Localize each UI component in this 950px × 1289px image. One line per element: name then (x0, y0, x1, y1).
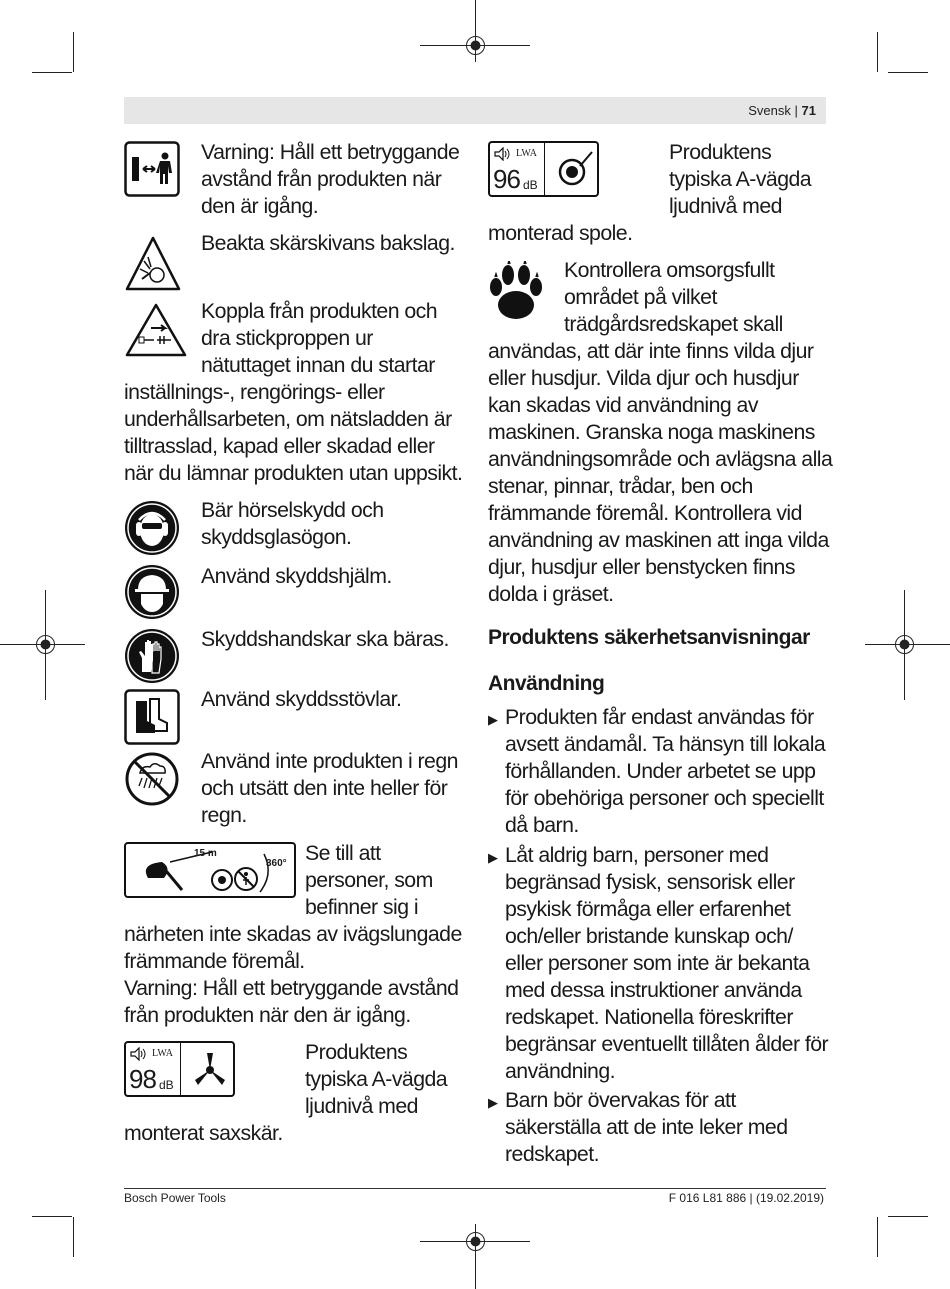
lwa-label: LWA (516, 148, 537, 159)
text-line: ljudnivå med (305, 1094, 418, 1118)
text-line: då barn. (505, 813, 579, 837)
subsection-title: Användning (488, 672, 605, 695)
text-line: när du lämnar produkten utan uppsikt. (124, 461, 463, 485)
registration-mark-icon (894, 634, 915, 655)
safety-range-icon (124, 842, 296, 898)
text-line: användning av maskinen att inga vilda (488, 528, 829, 552)
text-line: redskapet. Nationella föreskrifter (505, 1005, 793, 1029)
crop-mark (73, 32, 74, 72)
text-line: stenar, pinnar, trådar, ben och (488, 474, 753, 498)
text-line: nätuttaget innan du startar (201, 353, 435, 377)
text-line: främmande föremål. Kontrollera vid (488, 501, 802, 525)
sound-blade-text-head (305, 1039, 447, 1120)
text-line: Låt aldrig barn, personer med (505, 843, 769, 867)
header-separator: | (794, 103, 798, 118)
gloves-text: Skyddshandskar ska bäras. (201, 627, 449, 651)
sound-unit: dB (523, 178, 538, 192)
helmet-icon (124, 564, 180, 620)
text-line: trädgårdsredskapet skall (564, 312, 783, 336)
sound-level-blade-icon (124, 1041, 235, 1097)
text-line: och/eller bristande kunskap och/ (505, 924, 793, 948)
text-line: begränsar eventuellt tillåten ålder för (505, 1032, 829, 1056)
range-distance-label: 15 m (194, 848, 217, 859)
ear-eye-protection-icon (124, 500, 180, 556)
range-angle-label: 360° (266, 858, 287, 869)
unplug-warning-icon (124, 302, 188, 358)
boots-icon (124, 689, 180, 745)
rain-text (201, 748, 458, 829)
bullet-item (505, 842, 828, 1085)
text-line: begränsad fysisk, sensorisk eller (505, 870, 795, 894)
text-line: Produkten får endast användas för (505, 705, 814, 729)
text-line: Varning: Håll ett betryggande avstånd (124, 976, 459, 1000)
bullet-arrow-icon: ▶ (488, 712, 498, 727)
sound-level-spool-icon (488, 141, 599, 197)
lwa-label: LWA (152, 1048, 173, 1059)
crop-mark (888, 1216, 928, 1217)
animals-text-head (564, 257, 783, 338)
text-line: med dessa instruktioner använda (505, 978, 802, 1002)
text-line: Bär hörselskydd och (201, 498, 384, 522)
unplug-text-head (201, 298, 437, 379)
text-line: Produktens (669, 140, 772, 164)
ear-eye-text (201, 497, 384, 551)
text-line: avsett ändamål. Ta hänsyn till lokala (505, 732, 826, 756)
footer-doc-id: F 016 L81 886 | (19.02.2019) (668, 1191, 824, 1205)
text-line: dra stickproppen ur (201, 326, 373, 350)
page-number: 71 (801, 103, 816, 118)
text-line: befinner sig i (305, 895, 419, 919)
crop-mark (877, 1217, 878, 1257)
bullet-arrow-icon: ▶ (488, 1095, 498, 1110)
text-line: Se till att (305, 841, 381, 865)
no-rain-icon (124, 751, 180, 807)
text-line: för obehöriga personer och speciellt (505, 786, 824, 810)
sound-blade-text-tail: monterat saxskär. (124, 1121, 283, 1145)
sound-spool-text-head (669, 139, 811, 220)
crop-mark (32, 72, 72, 73)
text-line: Barn bör övervakas för att (505, 1088, 736, 1112)
footer-rule (124, 1188, 826, 1189)
text-line: Varning: Håll ett betryggande (201, 140, 460, 164)
unplug-text-body (124, 379, 462, 487)
crop-mark (877, 32, 878, 72)
text-line: från produkten när den är igång. (124, 1003, 411, 1027)
text-line: området på vilket (564, 285, 717, 309)
crop-mark (32, 1216, 72, 1217)
text-line: djur, husdjur eller benstycken finns (488, 555, 795, 579)
header-language: Svensk (748, 103, 791, 118)
helmet-text: Använd skyddshjälm. (201, 564, 392, 588)
text-line: närheten inte skadas av ivägslungade (124, 922, 462, 946)
text-line: Koppla från produkten och (201, 299, 438, 323)
text-line: Produktens (305, 1040, 408, 1064)
text-line: underhållsarbeten, om nätsladden är (124, 407, 452, 431)
text-line: typiska A-vägda (669, 167, 812, 191)
crop-mark (888, 72, 928, 73)
text-line: användas, att där inte finns vilda djur (488, 339, 814, 363)
crop-mark (73, 1217, 74, 1257)
text-line: Använd inte produkten i regn (201, 749, 458, 773)
range-text-body (124, 921, 462, 1029)
text-line: eller personer som inte är bekanta (505, 951, 810, 975)
bullet-item (505, 1087, 788, 1168)
text-line: psykisk förmåga eller erfarenhet (505, 897, 791, 921)
paw-print-icon (488, 261, 544, 323)
text-line: Kontrollera omsorgsfullt (564, 258, 775, 282)
text-line: förhållanden. Under arbetet se upp (505, 759, 816, 783)
text-line: den är igång. (201, 194, 319, 218)
text-line: avstånd från produkten när (201, 167, 442, 191)
section-title: Produktens säkerhetsanvisningar (488, 626, 810, 649)
animals-text-body (488, 338, 832, 608)
text-line: kan skadas vid användning av (488, 393, 758, 417)
bullet-item (505, 704, 825, 839)
registration-mark-icon (35, 634, 56, 655)
warning-distance-text (201, 139, 459, 220)
text-line: främmande föremål. (124, 949, 305, 973)
text-line: användningsområde och avlägsna alla (488, 447, 833, 471)
sound-value: 96 (493, 164, 520, 194)
kickback-warning-icon (124, 235, 182, 293)
text-line: och utsätt den inte heller för (201, 776, 448, 800)
text-line: typiska A-vägda (305, 1067, 448, 1091)
gloves-icon (124, 628, 180, 684)
keep-distance-icon (124, 141, 180, 197)
text-line: skyddsglasögon. (201, 525, 352, 549)
text-line: inställnings-, rengörings- eller (124, 380, 385, 404)
sound-unit: dB (159, 1078, 174, 1092)
registration-mark-icon (465, 35, 486, 56)
kickback-text: Beakta skärskivans bakslag. (201, 231, 455, 255)
text-line: personer, som (305, 868, 433, 892)
registration-mark-icon (465, 1231, 486, 1252)
text-line: maskinen. Granska noga maskinens (488, 420, 815, 444)
text-line: tilltrasslad, kapad eller skadad eller (124, 434, 435, 458)
page-header (748, 103, 816, 118)
range-text-head (305, 840, 433, 921)
sound-spool-text-tail: monterad spole. (488, 221, 633, 245)
text-line: eller husdjur. Vilda djur och husdjur (488, 366, 799, 390)
header-bar (124, 97, 826, 124)
footer-publisher: Bosch Power Tools (124, 1191, 226, 1205)
text-line: säkerställa att de inte leker med (505, 1115, 788, 1139)
sound-value: 98 (129, 1064, 156, 1094)
text-line: redskapet. (505, 1142, 599, 1166)
text-line: regn. (201, 803, 247, 827)
boots-text: Använd skyddsstövlar. (201, 687, 402, 711)
bullet-arrow-icon: ▶ (488, 850, 498, 865)
text-line: dolda i gräset. (488, 582, 614, 606)
text-line: användning. (505, 1059, 616, 1083)
text-line: ljudnivå med (669, 194, 782, 218)
